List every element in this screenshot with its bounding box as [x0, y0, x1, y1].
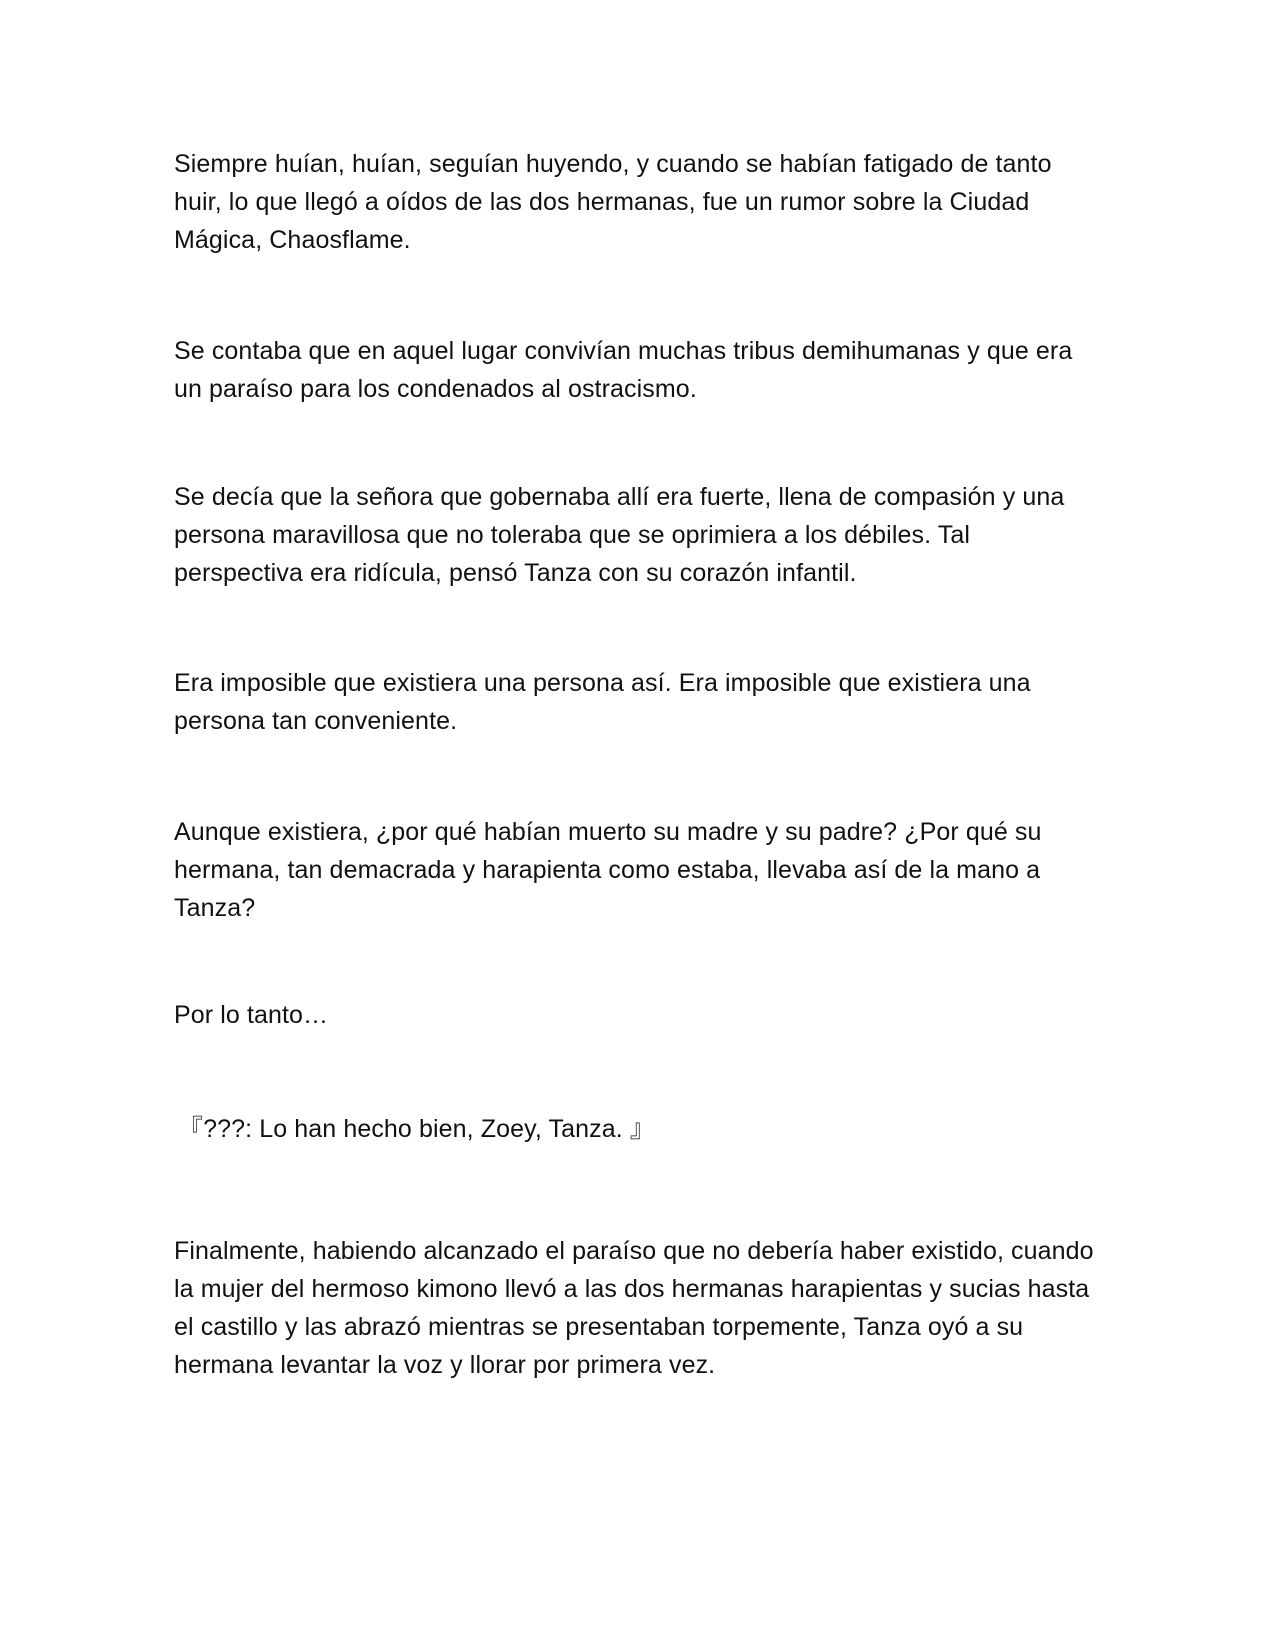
paragraph-1: Siempre huían, huían, seguían huyendo, y cuando se habían fatigado de tanto huir, lo que llegó a oídos de las dos hermanas, fue un rumor sobre la Ciudad Mágica, Chaosflame. [174, 150, 1052, 254]
dialogue-line: 『???: Lo han hecho bien, Zoey, Tanza. 』 [178, 1115, 655, 1143]
paragraph-6: Por lo tanto… [174, 1001, 329, 1029]
paragraph-2: Se contaba que en aquel lugar convivían muchas tribus demihumanas y que era un paraíso para los condenados al ostracismo. [174, 337, 1073, 403]
paragraph-5: Aunque existiera, ¿por qué habían muerto su madre y su padre? ¿Por qué su hermana, tan demacrada y harapienta como estaba, llevaba así de la mano a Tanza? [174, 818, 1042, 922]
paragraph-3: Se decía que la señora que gobernaba allí era fuerte, llena de compasión y una persona maravillosa que no toleraba que se oprimiera a los débiles. Tal perspectiva era ridícula, pensó Tanza con su corazón infantil. [174, 483, 1065, 587]
paragraph-4: Era imposible que existiera una persona así. Era imposible que existiera una persona tan conveniente. [174, 669, 1031, 735]
paragraph-8: Finalmente, habiendo alcanzado el paraíso que no debería haber existido, cuando la mujer del hermoso kimono llevó a las dos hermanas harapientas y sucias hasta el castillo y las abrazó mientras se presentaban torpemente, Tanza oyó a su hermana levantar la voz y llorar por primera vez. [174, 1237, 1094, 1379]
